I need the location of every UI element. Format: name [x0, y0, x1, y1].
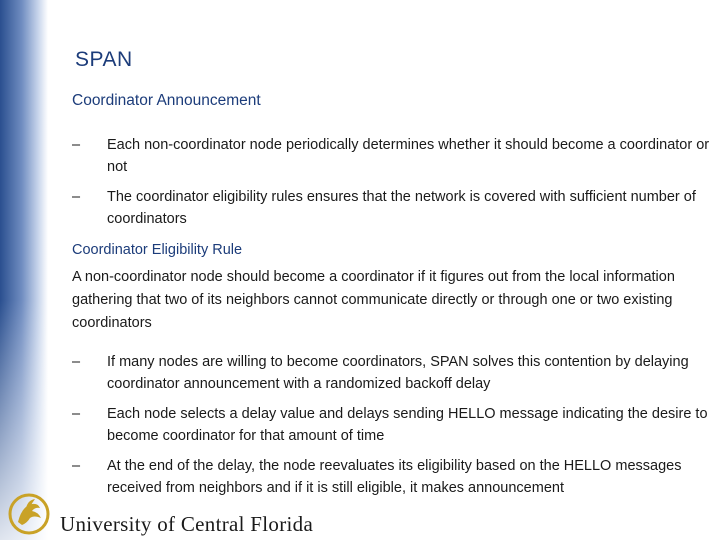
university-name: University of Central Florida [60, 512, 314, 536]
bullet-dash: – [72, 458, 81, 474]
bullet-dash: – [72, 137, 81, 153]
bullet-text: Each non-coordinator node periodically determines whether it should become a coordinator or not [107, 137, 710, 175]
list-item [72, 351, 712, 395]
slide-title: SPAN [75, 48, 133, 71]
bullet-dash: – [72, 189, 81, 205]
list-item [72, 403, 712, 447]
announcement-bullet-list [72, 134, 712, 238]
bullet-text: At the end of the delay, the node reevaluates its eligibility based on the HELLO messages received from neighbors and if it is still eligible, it makes announcement [107, 458, 682, 496]
bullet-text: The coordinator eligibility rules ensures that the network is covered with sufficient number of coordinators [107, 189, 696, 227]
bullet-text: If many nodes are willing to become coordinators, SPAN solves this contention by delaying coordinator announcement with a randomized backoff delay [107, 354, 689, 392]
contention-bullet-list [72, 351, 712, 507]
bullet-dash: – [72, 406, 81, 422]
bullet-text: Each node selects a delay value and delays sending HELLO message indicating the desire to become coordinator for that amount of time [107, 406, 708, 444]
list-item [72, 134, 712, 178]
footer [0, 492, 720, 540]
list-item [72, 186, 712, 230]
bullet-dash: – [72, 354, 81, 370]
pegasus-logo-icon [8, 492, 50, 536]
section-heading-eligibility-rule: Coordinator Eligibility Rule [72, 242, 243, 258]
eligibility-rule-text: A non-coordinator node should become a coordinator if it figures out from the local information gathering that two of its neighbors cannot communicate directly or through one or two existing coordinators [72, 269, 675, 331]
section-heading-announcement: Coordinator Announcement [72, 92, 261, 109]
